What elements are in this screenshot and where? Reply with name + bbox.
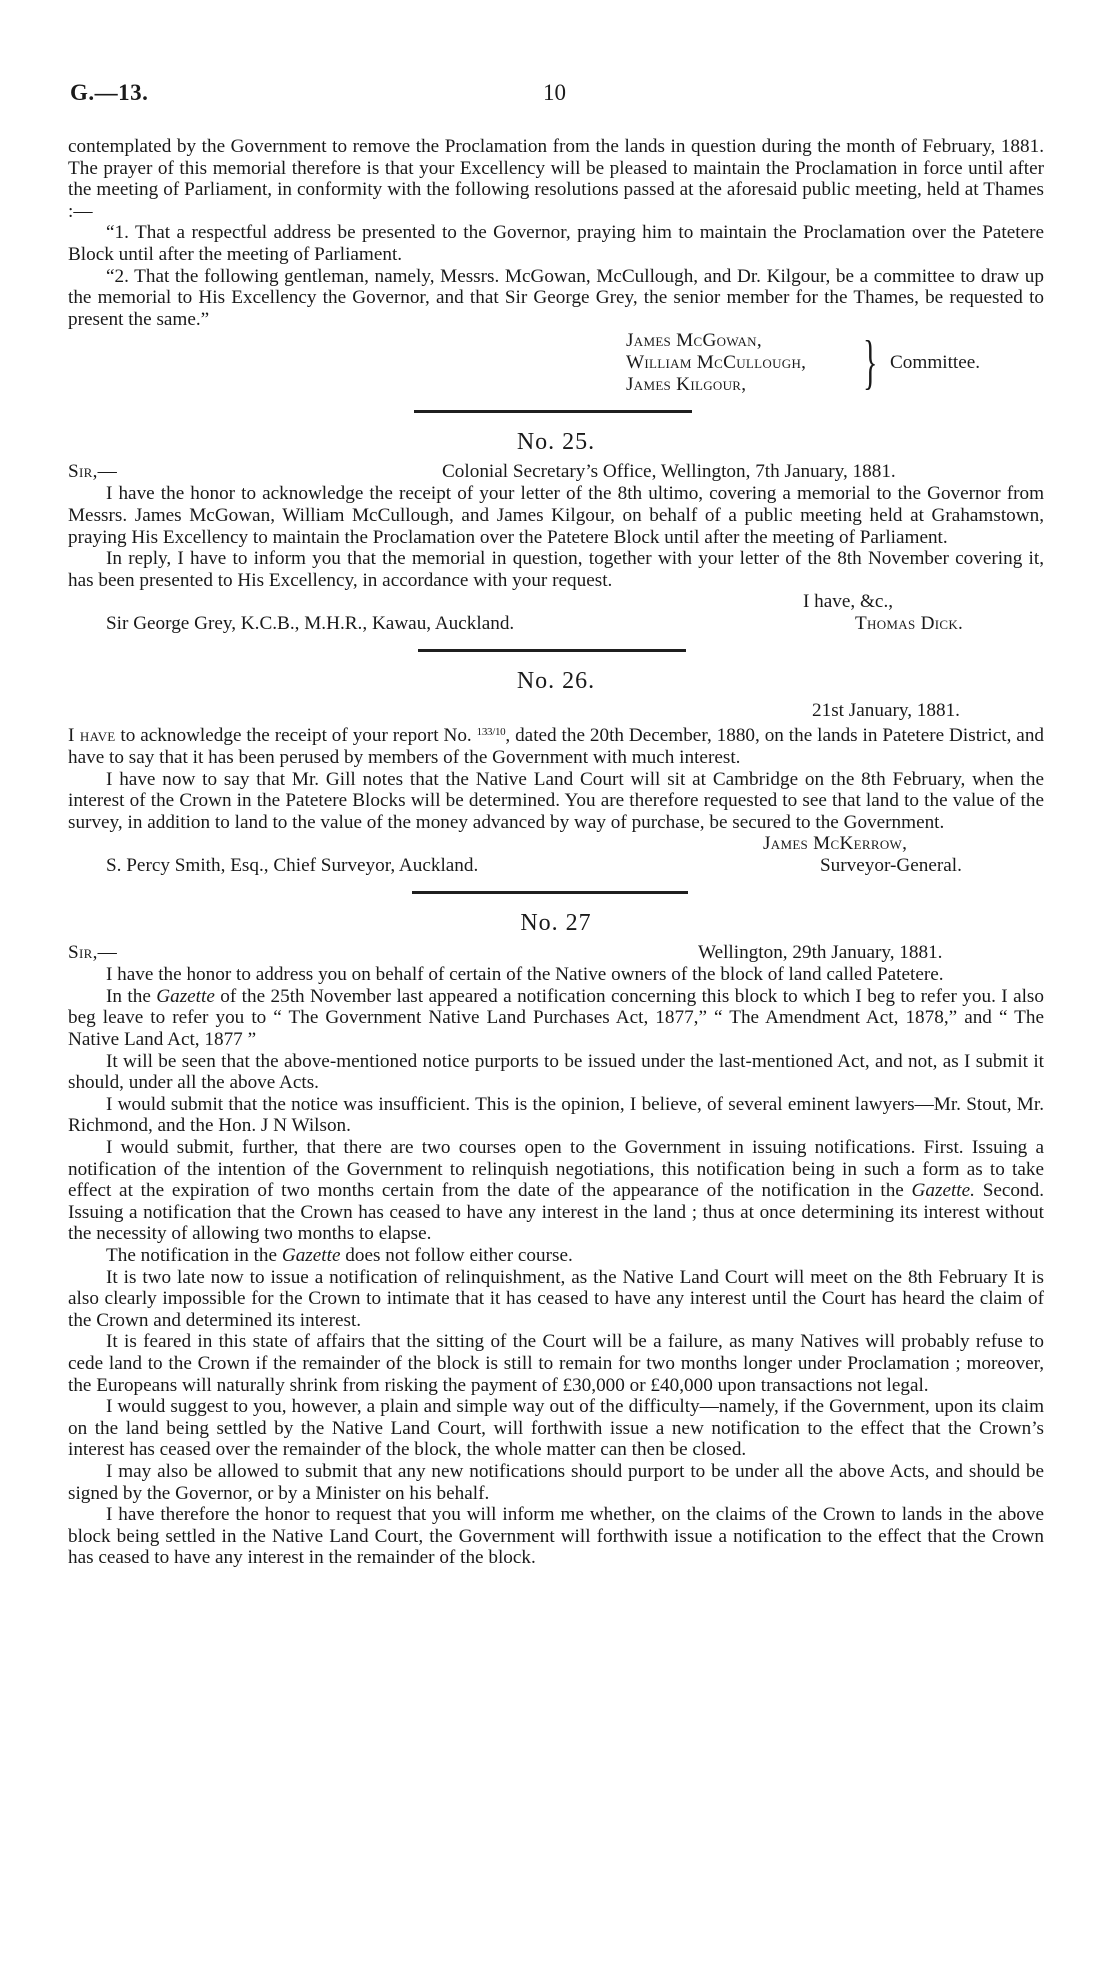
committee-signature-block (68, 330, 1044, 396)
signatory-name: James Kilgour, (626, 373, 747, 395)
gazette-italic: Gazette. (911, 1180, 975, 1202)
closing-row (68, 591, 1044, 613)
closing: I have, &c., (803, 591, 894, 613)
signature-row (68, 833, 1044, 855)
text-run: The notification in the (106, 1245, 282, 1266)
committee-label: Committee. (890, 352, 981, 374)
letter-no-26 (68, 666, 1044, 877)
letter-heading: No. 27 (520, 910, 592, 937)
gazette-italic: Gazette (281, 1245, 341, 1266)
letter-heading: No. 25. (516, 429, 596, 456)
paragraph: In reply, I have to inform you that the memorial in question, together with your letter of the 8th November covering it, has been presented to His Excellency, in accordance with your request. (68, 548, 1044, 591)
dateline: 21st January, 1881. (812, 700, 960, 722)
lead-words: I have (68, 725, 116, 747)
letter-heading: No. 26. (516, 668, 596, 695)
text-run: In the (106, 985, 157, 1007)
text-run: does not follow either course. (340, 1245, 573, 1266)
section-divider (414, 410, 692, 413)
signature: Thomas Dick. (855, 613, 964, 635)
paragraph: I would submit that the notice was insufficient. This is the opinion, I believe, of several eminent lawyers—Mr. Stout, Mr. Richmond, and the Hon. J N Wilson. (68, 1093, 1044, 1137)
dateline-row (68, 700, 1044, 722)
salutation: Sir,— (68, 461, 118, 483)
paragraph: “1. That a respectful address be presented to the Governor, praying him to maintain the Proclamation over the Patetere Block until after the meeting of Parliament. (68, 222, 1044, 265)
text-run: to acknowledge the receipt of your report No. (115, 725, 477, 747)
paragraph: contemplated by the Government to remove the Proclamation from the lands in question during the month of February, 1881. The prayer of this memorial therefore is that your Excellency will be pleased to maintain the Proclamation in force until after the meeting of Parliament, in conformity with the following resolutions passed at the aforesaid public meeting, held at Thames :— (68, 136, 1044, 222)
letter-no-27 (68, 908, 1044, 1569)
salutation-row (68, 942, 1044, 964)
document-body (68, 136, 1044, 1569)
paragraph: I have the honor to acknowledge the receipt of your letter of the 8th ultimo, covering a memorial to the Governor from Messrs. James McGowan, William McCullough, and James Kilgour, on behalf of a public meeting held at Grahamstown, praying His Excellency to maintain the Proclamation over the Patetere Block until after the meeting of Parliament. (68, 483, 1044, 548)
section-divider (412, 891, 688, 894)
paragraph: It is two late now to issue a notification of relinquishment, as the Native Land Court will meet on the 8th February It is also clearly impossible for the Crown to intimate that it has ceased to have any interest until the Court has heard the claim of the Crown and determined its interest. (68, 1266, 1044, 1331)
signatory-name: William McCullough, (626, 351, 807, 373)
text-run: I would submit, further, that there are two courses open to the Government in issuing notifications. First. Issuing a notification of the intention of the Government to relinquish negotiations, this notification being in such a form as to take effect at the expiration of two months certain from the date of the appearance of the notification in the (68, 1137, 1044, 1202)
paragraph: I have the honor to address you on behalf of certain of the Native owners of the block of land called Patetere. (106, 964, 944, 986)
paragraph: It is feared in this state of affairs that the sitting of the Court will be a failure, as many Natives will probably refuse to cede land to the Crown if the remainder of the block is still to remain for two months longer under Proclamation ; moreover, the Europeans will naturally shrink from risking the payment of £30,000 or £40,000 upon transactions not legal. (68, 1331, 1044, 1396)
page-header (70, 82, 1044, 112)
paragraph: I have now to say that Mr. Gill notes that the Native Land Court will sit at Cambridge on the 8th February, when the interest of the Crown in the Patetere Blocks will be determined. You are therefore requested to see that land to the value of the survey, in addition to land to the value of the money advanced by way of purchase, be secured to the Government. (68, 768, 1044, 833)
paragraph: I have therefore the honor to request that you will inform me whether, on the claims of the Crown to lands in the above block being settled in the Native Land Court, the Government will forthwith issue a notification to the effect that the Crown has ceased to have any interest in the remainder of the block. (68, 1504, 1044, 1569)
addressee-row (68, 613, 1044, 635)
paragraph (68, 986, 1044, 1051)
text-run: of the 25th November last appeared a notification concerning this block to which I beg to refer you. I also beg leave to refer you to “ The Government Native Land Purchases Act, 1877,” “ The Amendment Act, 1878,” and “ The Native Land Act, 1877 ” (68, 985, 1044, 1051)
brace-glyph: } (863, 329, 878, 396)
addressee-row (68, 855, 1044, 877)
signature: James McKerrow, (763, 833, 908, 855)
letter-no-25 (68, 427, 1044, 635)
paragraph: It will be seen that the above-mentioned notice purports to be issued under the last-mentioned Act, and not, as I submit it should, under all the above Acts. (68, 1050, 1044, 1094)
paragraph (68, 1245, 1044, 1267)
section-divider (418, 649, 686, 652)
paragraph: I would suggest to you, however, a plain and simple way out of the difficulty—namely, if the Government, upon its claim on the land being settled by the Native Land Court, will forthwith issue a new notification to the effect that the Crown’s interest has ceased over the remainder of the block, the whole matter can then be closed. (68, 1396, 1044, 1461)
dateline: Wellington, 29th January, 1881. (698, 942, 943, 964)
document-reference: G.—13. (70, 80, 149, 105)
salutation-row (68, 461, 1044, 483)
addressee: S. Percy Smith, Esq., Chief Surveyor, Auckland. (106, 855, 479, 877)
signature-title: Surveyor-General. (820, 855, 962, 877)
dateline: Colonial Secretary’s Office, Wellington, 7th January, 1881. (442, 461, 896, 483)
text-run: Second. Issuing a notification that the Crown has ceased to have any interest in the land ; thus at once determining its interest without the necessity of allowing two months to elapse. (68, 1180, 1044, 1245)
salutation: Sir,— (68, 942, 118, 964)
report-number-fraction: 133/10 (476, 726, 506, 739)
paragraph (68, 722, 1044, 768)
text-run: , dated the 20th December, 1880, on the lands in Patetere District, and have to say that it has been perused by members of the Government with much interest. (68, 725, 1045, 768)
intro-section (68, 136, 1044, 396)
signatory-name: James McGowan, (626, 330, 762, 352)
paragraph: “2. That the following gentleman, namely, Messrs. McGowan, McCullough, and Dr. Kilgour, be a committee to draw up the memorial to His Excellency the Governor, and that Sir George Grey, the senior member for the Thames, be requested to present the same.” (68, 265, 1044, 330)
page-number: 10 (543, 80, 566, 105)
addressee: Sir George Grey, K.C.B., M.H.R., Kawau, Auckland. (106, 613, 515, 635)
paragraph: I may also be allowed to submit that any new notifications should purport to be under all the above Acts, and should be signed by the Governor, or by a Minister on his behalf. (68, 1460, 1044, 1504)
signatory-list (626, 330, 806, 395)
gazette-italic: Gazette (156, 985, 215, 1007)
paragraph (68, 1137, 1044, 1245)
